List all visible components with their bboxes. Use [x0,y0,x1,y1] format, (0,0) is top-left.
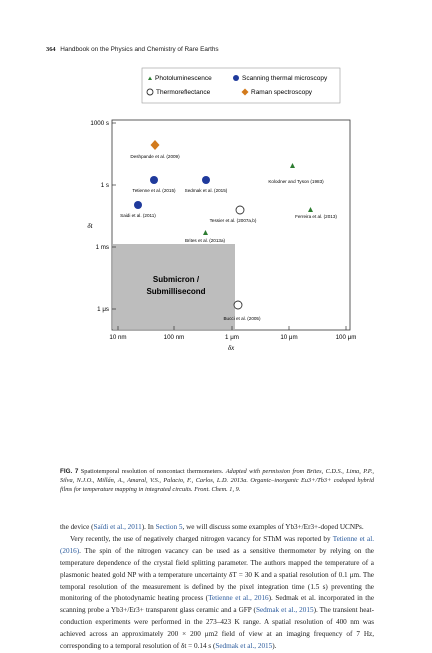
point-tetienne [150,176,158,184]
point-bucci [234,301,242,309]
label-bucci: Bucci et al. (2005) [223,316,261,321]
legend-photoluminescence: Photoluminescence [155,75,212,82]
legend-raman: Raman spectroscopy [251,89,313,96]
x-tick-10nm: 10 nm [109,334,127,341]
legend-box [142,68,340,103]
x-tick-100nm: 100 nm [163,334,185,341]
page-number: 364 [46,46,56,53]
y-tick-1us: 1 μs [97,306,109,313]
citation-sedmak-1[interactable]: Sedmak et al., 2015 [255,606,314,615]
x-tick-100um: 100 μm [335,334,357,341]
p2-text-b: . The spin of the nitrogen vacancy can be used as a sensitive thermometer by relying on the temperature dependence of the crystal field splitting parameter. The authors mapped the temperature of a plasmonic heated gold NP with a temperature uncertainty δT = 30 K and a spatial resolution of 0.1 μm. The temporal resolution of the measurement is defined by the pixel integration time (1.5 s) preventing the monitoring of the photodynamic heating process ( [60,546,374,603]
p1-text-c: , we will discuss some examples of Yb3+/Er3+-doped UCNPs. [182,523,364,531]
label-tetienne: Tetienne et al. (2015) [132,188,176,193]
legend-circle-icon [233,75,239,81]
label-saidi: Saidi et al. (2011) [120,213,156,218]
p1-text-a: the device ( [60,523,94,531]
x-tick-10um: 10 μm [280,334,298,341]
region-label-1: Submicron / [152,275,200,284]
figure-caption [60,467,374,495]
book-title: Handbook on the Physics and Chemistry of Rare Earths [60,46,219,53]
legend-thermoreflectance: Thermoreflectance [156,89,211,96]
citation-tetienne-2[interactable]: Tetienne et al., 2016 [208,594,269,603]
point-saidi [134,201,142,209]
p2-text-d: ). The transient heat-conduction experiments were performed in the 273–423 K range. A spatial resolution of 400 nm was achieved across an approximately 200 × 200 μm2 field of view at an imaging frequency of 7 Hz, corresponding to a temporal resolution of δt = 0.14 s ( [60,606,375,651]
y-tick-1s: 1 s [100,182,109,189]
region-label-2: Submillisecond [146,287,206,296]
paragraph-2 [60,534,374,653]
citation-sedmak-2[interactable]: Sedmak et al., 2015 [215,642,273,651]
label-tessier: Tessier et al. (2007a,b) [209,218,257,223]
citation-tetienne-1[interactable]: Tetienne et al. (2016) [60,534,375,555]
label-kolodner: Kolodner and Tyson (1983) [268,179,324,184]
x-axis-label: δx [227,344,235,352]
y-axis-label: δt [87,222,93,230]
p2-text-e: ). [272,642,277,651]
body-text [60,522,374,653]
citation-saidi[interactable]: Saïdi et al., 2011 [93,523,142,531]
legend-open-circle-icon [147,89,153,95]
p1-text-b: ). In [141,523,156,531]
x-tick-1um: 1 μm [225,334,239,341]
caption-label: FIG. 7 [60,468,79,475]
y-tick-1000s: 1000 s [90,120,109,127]
label-brites: Brites et al. (2013a) [184,238,226,243]
point-tessier [236,206,244,214]
y-tick-1ms: 1 ms [95,244,109,251]
caption-attribution: Adapted with permission from Brites, C.D.S., Lima, P.P., Silva, N.J.O., Millán, A., Amaral, V.S., Palacio, F., Carlos, L.D. 2013a. Organic–inorganic Eu3+/Tb3+ codoped hybrid films for temperature mapping in integrated circuits. Front. Chem. 1, 9. [60,468,374,494]
p2-text-a: Very recently, the use of negatively charged nitrogen vacancy for SThM was reported by [70,534,333,543]
legend-scanning-thermal: Scanning thermal microscopy [242,75,328,82]
label-ferreira: Ferreira et al. (2013) [295,214,337,219]
label-deshpande: Deshpande et al. (2009) [130,154,180,159]
paragraph-1 [60,522,374,534]
point-sedmak [202,176,210,184]
section-link[interactable]: Section 5 [155,523,183,531]
label-sedmak: Sedmak et al. (2015) [184,188,228,193]
p2-text-c: ). Sedmak et al. incorporated in the scanning probe a Yb3+/Er3+ transparent glass ceramic and a GFP ( [60,594,375,615]
caption-text: Spatiotemporal resolution of noncontact thermometers. [80,468,224,475]
